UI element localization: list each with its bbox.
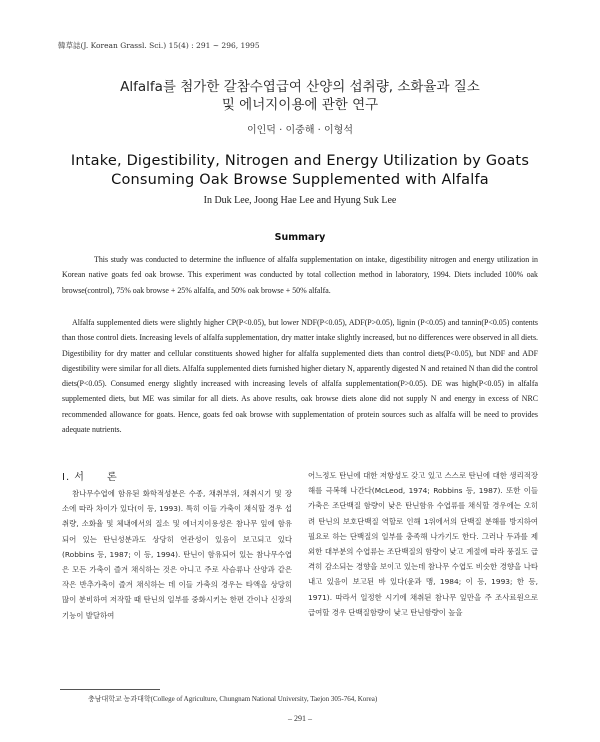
summary-paragraph-2: Alfalfa supplemented diets were slightly higher CP(P<0.05), but lower NDF(P<0.05), ADF(P>0.05), lignin (P<0.05) and tannin(P<0.05) contents than those control diets. Increasing levels of alfalfa supplementation, dry matter intake slightly increased, but no differences were observed in all diets. Digestibility for dry matter and cellular constituents showed higher for alfalfa supplemented diets than control diets(P<0.05), but NDF and ADF digestibility were similar for all diets. Alfalfa supplemented diets furnished higher dietary N, apparently digested N and retained N than did the control diets(P<0.05). Consumed energy slightly increased with increasing levels of alfalfa supplementation(P>0.05). DE was high(P<0.05) in alfalfa supplemented diets, but ME was similar for all diets. As above results, oak browse diets alone did not supply N and energy in excess of NRC recommended allowance for goats. Hence, goats fed oak browse with supplementation of protein sources such as alfalfa will be need to provides adequate nutrients. — [62, 318, 538, 435]
korean-title-line-1: Alfalfa를 첨가한 갈참수엽급여 산양의 섭취량, 소화율과 질소 — [120, 79, 480, 95]
introduction-left-column: 참나무수엽에 함유된 화학적성분은 수종, 채취부위, 채취시기 및 장소에 따라 차이가 있다(이 등, 1993). 특히 이들 가축이 채식할 경우 섭취량, 소화율 및 체내에서의 질소 및 에너지이용성은 참나무 잎에 함유되어 있는 탄닌성분과도 상당히 연관성이 있음이 보고되고 있다(Robbins 등, 1987; 이 등, 1994). 탄닌이 함유되어 있는 참나무수엽은 모든 가축이 즐겨 채식하는 것은 아니고 주로 사슴류나 산양과 같은 작은 반추가축이 즐겨 채식하는 데 이들 가축의 경우는 타액을 상당히 많이 분비하여 저작할 때 탄닌의 일부를 중화시키는 한편 간이나 신장의 기능이 발달하여 — [62, 489, 292, 620]
english-title-line-1: Intake, Digestibility, Nitrogen and Energy Utilization by Goats — [70, 153, 530, 169]
affiliation-footnote: 충남대학교 농과대학(College of Agriculture, Chungnam National University, Taejon 305-764, Korea) — [88, 695, 378, 703]
introduction-right-column: 어느정도 탄닌에 대한 저항성도 갖고 있고 스스로 탄닌에 대한 생리적장해를 극복해 나간다(McLeod, 1974; Robbins 등, 1987). 또한 이들 가축은 조단백질 함량이 낮은 탄닌함유 수엽류를 채식할 경우에는 오히려 탄닌의 보호단백질 역할로 인해 1위에서의 단백질 분해를 방지하여 필요로 하는 단백질의 일부를 충족해 나가기도 한다. 그러나 두과를 제외한 대부분의 수엽류는 조단백질의 함량이 낮고 계절에 따라 풍질도 급격히 감소되는 경향을 보이고 있는데 참나무 수엽도 비슷한 경향을 나타내고 있음이 보고된 바 있다(윤과 맹, 1984; 이 등, 1993; 한 등, 1971). 따라서 일정한 시기에 채취된 참나무 잎만을 주 조사료원으로 급여할 경우 단백질함량이 낮고 탄닌함량이 높을 — [308, 471, 538, 617]
english-authors: In Duk Lee, Joong Hae Lee and Hyung Suk Lee — [203, 195, 397, 206]
summary-paragraph-1: This study was conducted to determine the influence of alfalfa supplementation on intake, digestibility nitrogen and energy utilization in Korean native goats fed oak browse. This experiment was conducted by total collection method in laboratory, 1994. Diets included 100% oak browse(control), 75% oak browse + 25% alfalfa, and 50% oak browse + 50% alfalfa. — [62, 255, 538, 295]
english-title-line-2: Consuming Oak Browse Supplemented with Alfalfa — [111, 172, 489, 188]
journal-citation: 韓草誌(J. Korean Grassl. Sci.) 15(4) : 291 ~ 296, 1995 — [58, 41, 260, 50]
korean-title-line-2: 및 에너지이용에 관한 연구 — [221, 97, 379, 113]
korean-authors: 이인덕 · 이중해 · 이형석 — [246, 125, 353, 136]
introduction-heading: I. 서 론 — [62, 472, 118, 483]
summary-heading: Summary — [274, 232, 326, 243]
footnote-divider — [60, 689, 160, 690]
page-number: – 291 – — [288, 714, 312, 723]
